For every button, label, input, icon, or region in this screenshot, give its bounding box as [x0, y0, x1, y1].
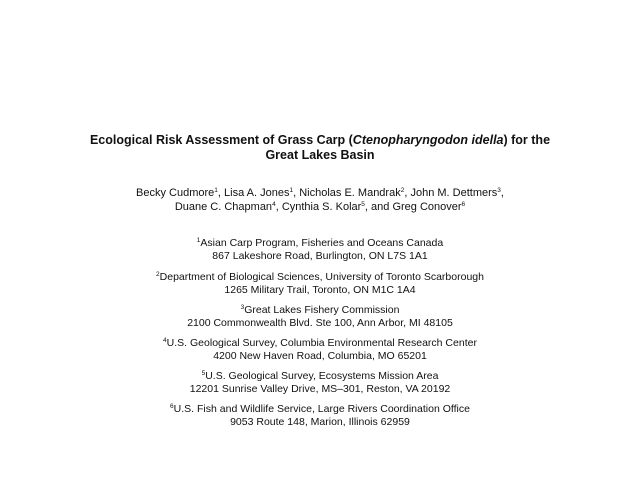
affiliation-1 — [60, 237, 580, 263]
affiliation-org: $^5$U.S. Geological Survey, Ecosystems Mission Area — [201, 370, 439, 382]
author-separator: , — [500, 187, 504, 199]
page-title — [40, 133, 600, 163]
affiliation-5 — [60, 370, 580, 396]
author-separator: , — [404, 187, 411, 199]
title-line-2: Great Lakes Basin — [265, 148, 375, 162]
author-name: Greg Conover — [392, 201, 462, 213]
affiliation-4 — [60, 337, 580, 363]
author-affiliation-number: 5 — [361, 201, 365, 208]
author-line-1 — [60, 186, 580, 200]
author-separator: , — [217, 187, 225, 199]
author-separator: , — [293, 187, 300, 199]
affiliation-address: 9053 Route 148, Marion, Illinois 62959 — [230, 416, 410, 428]
affiliation-number: 4 — [163, 337, 167, 344]
affiliation-6 — [60, 403, 580, 429]
author-affiliation-number: 6 — [461, 201, 466, 208]
affiliation-number: 1 — [196, 237, 201, 244]
affiliation-address: 2100 Commonwealth Blvd. Ste 100, Ann Arbor, MI 48105 — [187, 317, 453, 329]
title-part-2: ) for the — [503, 133, 551, 147]
affiliation-number: 3 — [240, 304, 245, 311]
author-list — [60, 186, 580, 214]
author-affiliation-number: 4 — [272, 201, 276, 208]
author-affiliation-number: 3 — [497, 187, 501, 194]
affiliation-number: 6 — [170, 403, 174, 410]
affiliation-address: 867 Lakeshore Road, Burlington, ON L7S 1A1 — [212, 250, 428, 262]
author-name: Becky Cudmore — [136, 187, 215, 199]
affiliation-address: 4200 New Haven Road, Columbia, MO 65201 — [213, 350, 427, 362]
affiliation-2 — [60, 271, 580, 297]
title-line-1 — [40, 133, 600, 148]
affiliation-3 — [60, 304, 580, 330]
affiliation-org: $^1$Asian Carp Program, Fisheries and Oceans Canada — [196, 237, 444, 249]
author-separator: , — [275, 201, 282, 213]
affiliation-org: $^2$Department of Biological Sciences, University of Toronto Scarborough — [156, 271, 484, 283]
title-part-1: Ecological Risk Assessment of Grass Carp ( — [89, 133, 353, 147]
affiliation-org: $^4$U.S. Geological Survey, Columbia Environmental Research Center — [163, 337, 477, 349]
author-name: Nicholas E. Mandrak — [299, 187, 401, 199]
author-affiliation-number: 1 — [214, 187, 218, 194]
author-name: Cynthia S. Kolar — [281, 201, 362, 213]
author-name: Lisa A. Jones — [224, 187, 290, 199]
author-name: John M. Dettmers — [410, 187, 498, 199]
affiliation-org: $^6$U.S. Fish and Wildlife Service, Large Rivers Coordination Office — [170, 403, 470, 415]
author-affiliation-number: 2 — [400, 187, 405, 194]
affiliation-number: 2 — [156, 271, 160, 278]
affiliation-address: 1265 Military Trail, Toronto, ON M1C 1A4 — [224, 284, 416, 296]
affiliation-number: 5 — [201, 370, 206, 377]
author-affiliation-number: 1 — [289, 187, 294, 194]
author-line-2 — [60, 200, 580, 214]
author-separator: , and — [364, 201, 393, 213]
author-name: Duane C. Chapman — [174, 201, 273, 213]
species-name: Ctenopharyngodon idella — [352, 133, 504, 147]
affiliation-address: 12201 Sunrise Valley Drive, MS–301, Reston, VA 20192 — [189, 383, 451, 395]
affiliation-org: $^3$Great Lakes Fishery Commission — [240, 304, 400, 316]
